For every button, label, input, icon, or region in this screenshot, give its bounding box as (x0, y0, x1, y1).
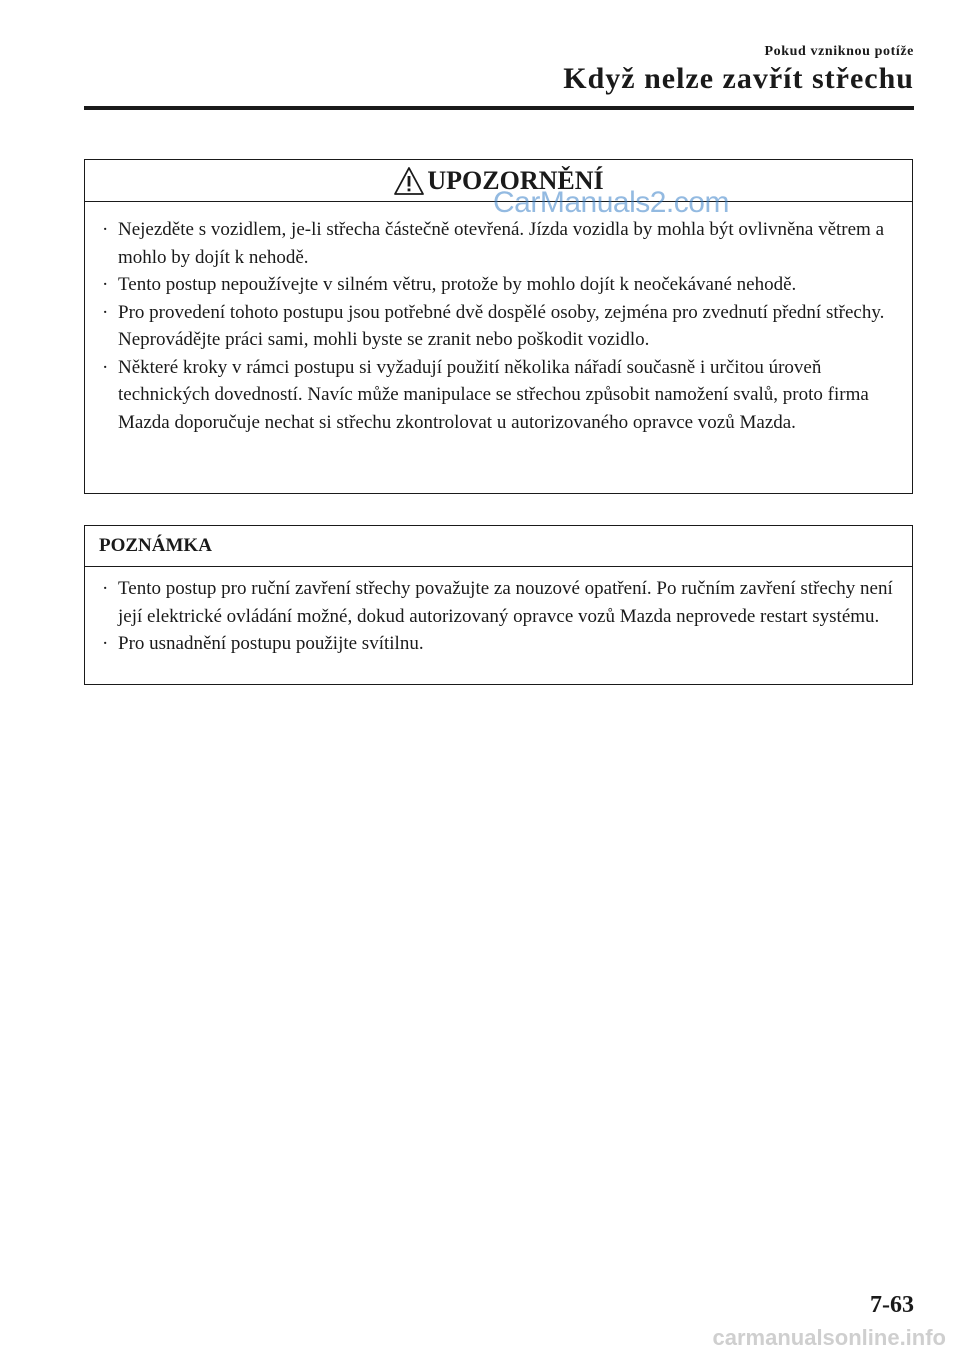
bullet: · (102, 356, 109, 378)
note-box (84, 525, 913, 685)
list-item (99, 271, 898, 299)
list-item-text: Pro usnadnění postupu použijte svítilnu. (118, 633, 424, 654)
list-item-text: Nejezděte s vozidlem, je-li střecha částečně otevřená. Jízda vozidla by mohla být ovlivněna větrem a mohlo by dojít k nehodě. (118, 219, 885, 268)
bullet: · (102, 274, 109, 295)
list-item-text: Pro provedení tohoto postupu jsou potřebné dvě dospělé osoby, zejména pro zvednutí přední střechy. Neprovádějte práci sami, mohli byste se zranit nebo poškodit vozidlo. (118, 301, 885, 350)
bullet: · (102, 219, 109, 240)
list-item-text: Některé kroky v rámci postupu si vyžadují použití několika nářadí současně i určitou úroveň technických dovedností. Navíc může manipulace se střechou způsobit namožení svalů, proto firma Mazda doporučuje nechat si střechu zkontrolovat u autorizovaného opravce vozů Mazda. (118, 356, 869, 433)
list-item (99, 216, 898, 271)
list-item (99, 299, 898, 354)
list-item-text: Tento postup nepoužívejte v silném větru, protože by mohlo dojít k neočekávané nehodě. (118, 274, 797, 295)
bullet: · (102, 301, 109, 323)
bullet: · (102, 578, 109, 599)
bullet: · (102, 633, 109, 654)
note-title: POZNÁMKA (99, 535, 212, 556)
section-label: Pokud vzniknou potíže (764, 44, 914, 59)
header-rule (84, 106, 914, 110)
note-list (85, 567, 912, 658)
page-title: Když nelze zavřít střechu (563, 62, 914, 95)
watermark-bottom: carmanualsonline.info (712, 1325, 946, 1350)
list-item (99, 354, 898, 437)
watermark-top: CarManuals2.com (493, 186, 729, 219)
list-item-text: Tento postup pro ruční zavření střechy považujte za nouzové opatření. Po ručním zavření střechy není její elektrické ovládání možné, dokud autorizovaný opravce vozů Mazda neprovede restart systému. (118, 578, 893, 627)
warning-title: UPOZORNĚNÍ (427, 165, 604, 195)
note-header (85, 526, 912, 567)
page-number: 7-63 (870, 1292, 914, 1318)
warning-triangle-icon (393, 166, 425, 196)
list-item (99, 630, 898, 658)
list-item (99, 575, 898, 630)
warning-list (85, 202, 912, 436)
